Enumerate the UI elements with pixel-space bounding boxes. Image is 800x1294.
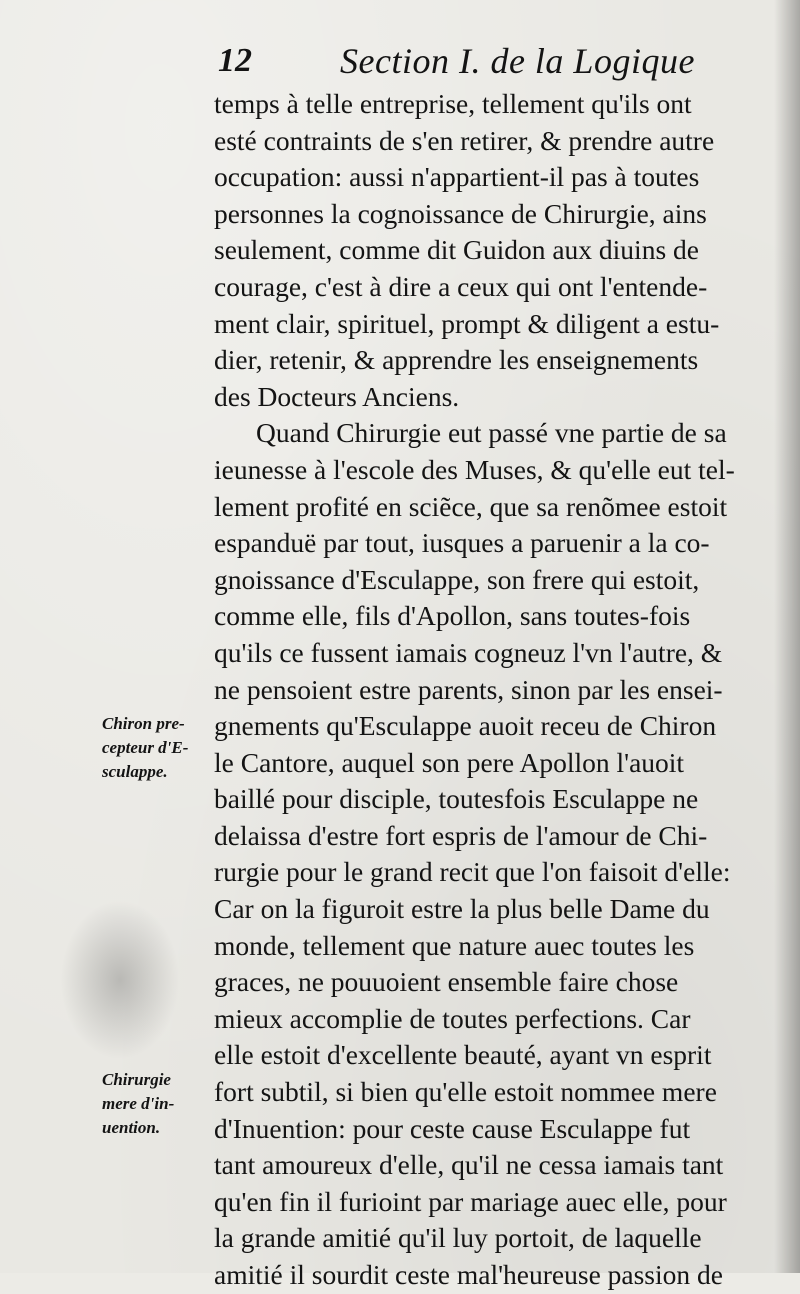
text-line: dier, retenir, & apprendre les enseignements bbox=[214, 344, 699, 376]
page-header bbox=[212, 36, 712, 92]
text-line: gnements qu'Esculappe auoit receu de Chiron bbox=[214, 710, 717, 742]
margin-note-chiron bbox=[102, 712, 214, 784]
text-line: monde, tellement que nature auec toutes les bbox=[214, 929, 695, 961]
margin-note-line: mere d'in- bbox=[102, 1094, 175, 1113]
text-line: lement profité en sciẽce, que sa renõmee estoit bbox=[214, 490, 728, 522]
margin-note-line: cepteur d'E- bbox=[102, 738, 189, 757]
text-line: amitié il sourdit ceste mal'heureuse passion de bbox=[214, 1259, 723, 1290]
paragraph-start-line: Quand Chirurgie eut passé vne partie de sa bbox=[256, 417, 727, 449]
margin-note-line: sculappe. bbox=[102, 762, 168, 781]
text-line: delaissa d'estre fort espris de l'amour de Chi- bbox=[214, 819, 708, 851]
text-line: espanduë par tout, iusques a paruenir a la co- bbox=[214, 527, 710, 559]
text-line: esté contraints de s'en retirer, & prendre autre bbox=[214, 124, 715, 156]
text-line: occupation: aussi n'appartient-il pas à toutes bbox=[214, 161, 700, 193]
text-line: courage, c'est à dire a ceux qui ont l'entende- bbox=[214, 270, 708, 302]
text-line: qu'ils ce fussent iamais cogneuz l'vn l'autre, & bbox=[214, 636, 723, 668]
text-line: d'Inuention: pour ceste cause Esculappe fut bbox=[214, 1112, 691, 1144]
text-line: la grande amitié qu'il luy portoit, de laquelle bbox=[214, 1222, 702, 1254]
text-line: tant amoureux d'elle, qu'il ne cessa iamais tant bbox=[214, 1149, 724, 1181]
text-line: seulement, comme dit Guidon aux diuins de bbox=[214, 234, 699, 266]
margin-note-line: Chirurgie bbox=[102, 1070, 171, 1089]
text-line: elle estoit d'excellente beauté, ayant vn esprit bbox=[214, 1039, 712, 1071]
text-line: personnes la cognoissance de Chirurgie, ains bbox=[214, 197, 707, 229]
text-line: graces, ne pouuoient ensemble faire chose bbox=[214, 966, 679, 998]
text-line: le Cantore, auquel son pere Apollon l'auoit bbox=[214, 746, 685, 778]
text-line: Car on la figuroit estre la plus belle Dame du bbox=[214, 893, 710, 925]
text-line: qu'en fin il furioint par mariage auec elle, pour bbox=[214, 1185, 727, 1217]
text-line: fort subtil, si bien qu'elle estoit nommee mere bbox=[214, 1076, 717, 1108]
text-line: ne pensoient estre parents, sinon par les ensei- bbox=[214, 673, 723, 705]
running-head: Section I. de la Logique bbox=[340, 41, 695, 81]
text-line: des Docteurs Anciens. bbox=[214, 380, 460, 412]
margin-note-line: uention. bbox=[102, 1118, 161, 1137]
page-number: 12 bbox=[218, 42, 252, 79]
text-line: temps à telle entreprise, tellement qu'ils ont bbox=[214, 88, 692, 119]
text-line: comme elle, fils d'Apollon, sans toutes-fois bbox=[214, 600, 691, 632]
ink-smudge bbox=[60, 900, 180, 1060]
margin-note-line: Chiron pre- bbox=[102, 714, 185, 733]
text-line: ment clair, spirituel, prompt & diligent a estu- bbox=[214, 307, 720, 339]
body-text bbox=[214, 86, 794, 1294]
text-line: ieunesse à l'escole des Muses, & qu'elle eut tel- bbox=[214, 453, 735, 485]
text-line: rurgie pour le grand recit que l'on faisoit d'elle: bbox=[214, 856, 731, 888]
text-line: baillé pour disciple, toutesfois Esculappe ne bbox=[214, 783, 699, 815]
margin-note-chirurgie bbox=[102, 1068, 214, 1140]
text-line: gnoissance d'Esculappe, son frere qui estoit, bbox=[214, 563, 700, 595]
text-line: mieux accomplie de toutes perfections. Car bbox=[214, 1002, 691, 1034]
